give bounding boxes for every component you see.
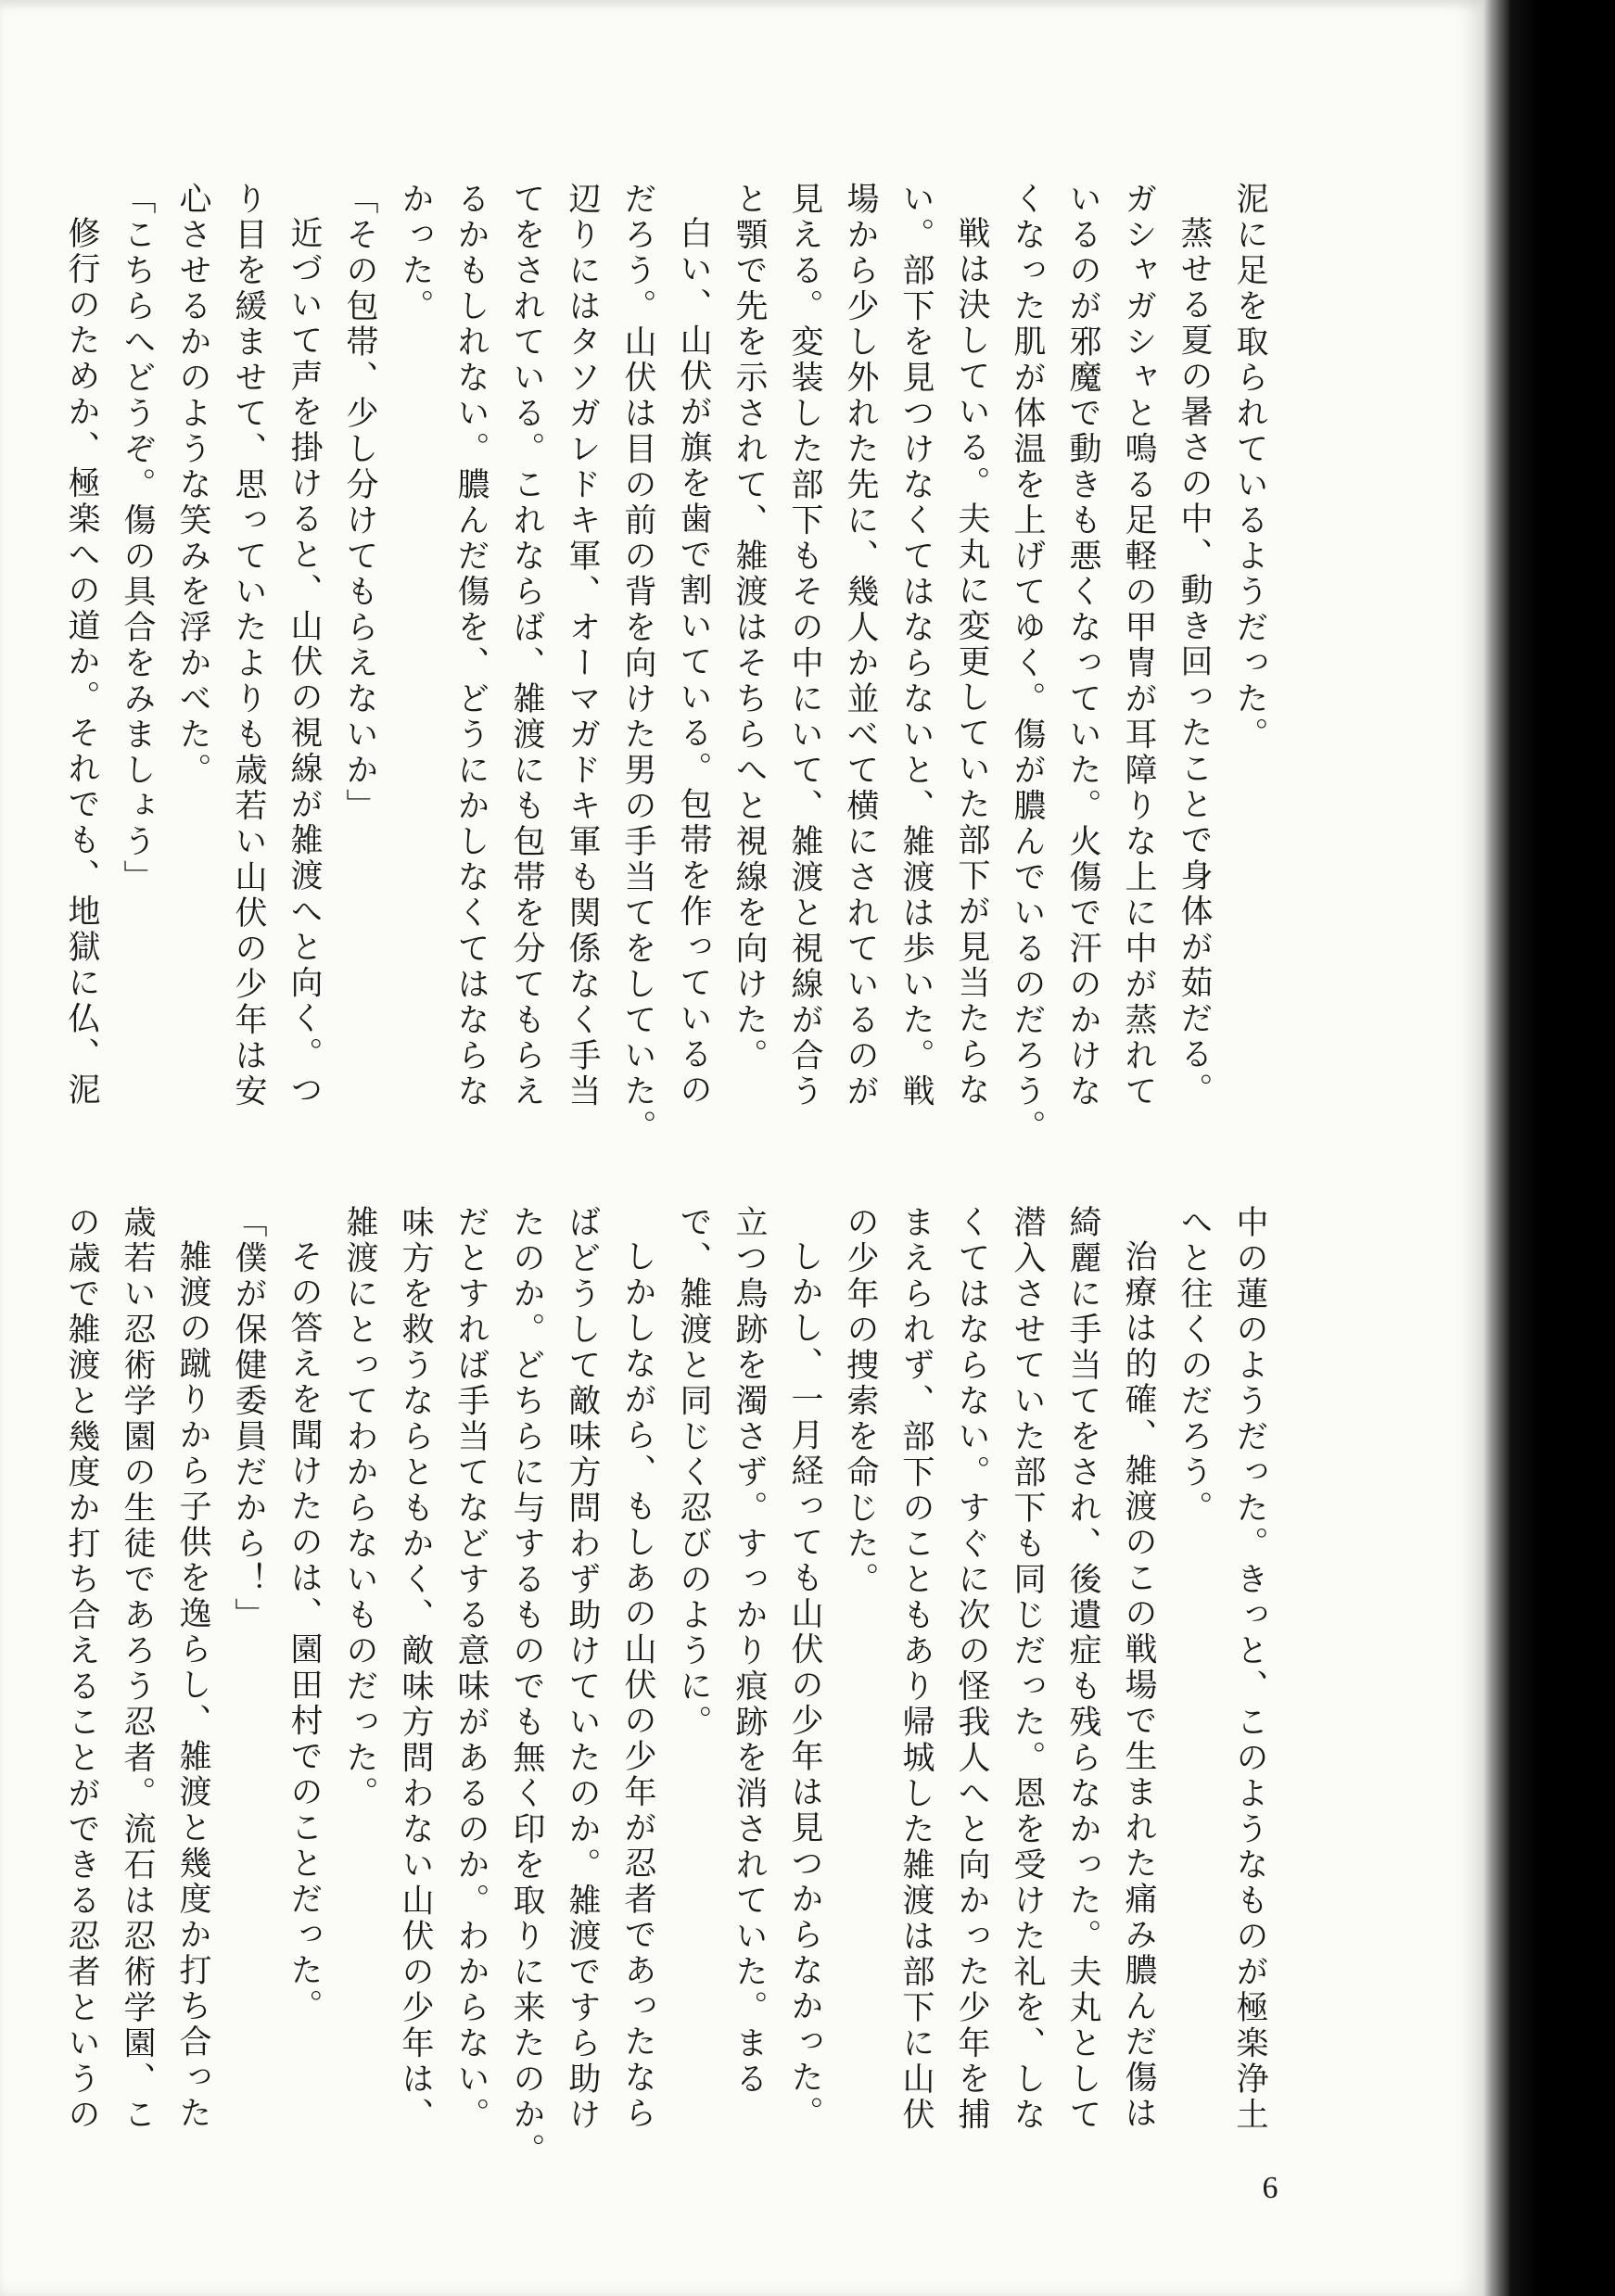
text-line: り目を緩ませて、思っていたよりも歳若い山伏の少年は安 xyxy=(230,182,267,1110)
text-line: たのか。どちらに与するものでも無く印を取りに来たのか。 xyxy=(508,1205,545,2169)
text-line: い。部下を見つけなくてはならないと、雑渡は歩いた。戦 xyxy=(897,182,935,1110)
text-line: しかし、一月経っても山伏の少年は見つからなかった。 xyxy=(786,1239,823,2132)
text-line: 綺麗に手当てをされ、後遺症も残らなかった。夫丸として xyxy=(1064,1205,1101,2133)
text-line: 「その包帯、少し分けてもらえないか」 xyxy=(341,182,378,824)
text-line: で、雑渡と同じく忍びのように。 xyxy=(675,1205,712,1741)
text-block-lower xyxy=(54,1205,1278,2169)
text-line: 白い、山伏が旗を歯で割いている。包帯を作っているの xyxy=(675,216,712,1109)
text-line: 歳若い忍術学園の生徒であろう忍者。流石は忍術学園、こ xyxy=(119,1205,156,2133)
text-line: 立つ鳥跡を濁さず。すっかり痕跡を消されていた。まる xyxy=(731,1205,768,2098)
text-line: るかもしれない。膿んだ傷を、どうにかしなくてはならな xyxy=(452,182,490,1110)
text-line: の歳で雑渡と幾度か打ち合えることができる忍者というの xyxy=(63,1205,100,2133)
text-line: 中の蓮のようだった。きっと、このようなものが極楽浄土 xyxy=(1231,1205,1268,2133)
text-line: 雑渡にとってわからないものだった。 xyxy=(341,1205,378,1812)
text-line: かった。 xyxy=(397,182,434,324)
text-line: 泥に足を取られているようだった。 xyxy=(1231,182,1268,753)
text-line: 戦は決している。夫丸に変更していた部下が見当たらな xyxy=(953,216,990,1109)
text-line: くなった肌が体温を上げてゆく。傷が膿んでいるのだろう。 xyxy=(1009,182,1046,1146)
text-line: その答えを聞けたのは、園田村でのことだった。 xyxy=(286,1239,323,2024)
text-line: 蒸せる夏の暑さの中、動き回ったことで身体が茹だる。 xyxy=(1176,216,1213,1109)
page-number: 6 xyxy=(1262,2171,1278,2205)
text-line: まえられず、部下のこともあり帰城した雑渡は部下に山伏 xyxy=(897,1205,935,2133)
text-line: 雑渡の蹴りから子供を逸らし、雑渡と幾度か打ち合った xyxy=(174,1239,211,2132)
text-line: 治療は的確、雑渡のこの戦場で生まれた痛み膿んだ傷は xyxy=(1120,1239,1157,2132)
text-line: だとすれば手当てなどする意味があるのか。わからない。 xyxy=(452,1205,490,2133)
text-line: 心させるかのような笑みを浮かべた。 xyxy=(174,182,211,789)
text-line: 「僕が保健委員だから！」 xyxy=(230,1205,267,1633)
text-line: いるのが邪魔で動きも悪くなっていた。火傷で汗のかけな xyxy=(1064,182,1101,1110)
scanner-edge-shadow xyxy=(1483,0,1615,2296)
text-line: 味方を救うならともかく、敵味方問わない山伏の少年は、 xyxy=(397,1205,434,2133)
text-line: くてはならない。すぐに次の怪我人へと向かった少年を捕 xyxy=(953,1205,990,2133)
text-line: てをされている。これならば、雑渡にも包帯を分てもらえ xyxy=(508,182,545,1110)
text-line: 修行のためか、極楽への道か。それでも、地獄に仏、泥 xyxy=(63,216,100,1109)
text-line: の少年の捜索を命じた。 xyxy=(842,1205,879,1598)
text-block-upper xyxy=(54,182,1278,1146)
text-line: へと往くのだろう。 xyxy=(1176,1205,1213,1527)
text-line: 近づいて声を掛けると、山伏の視線が雑渡へと向く。つ xyxy=(286,216,323,1109)
text-line: と顎で先を示されて、雑渡はそちらへと視線を向けた。 xyxy=(731,182,768,1074)
text-line: だろう。山伏は目の前の背を向けた男の手当てをしていた。 xyxy=(619,182,656,1146)
text-line: ばどうして敵味方問わず助けていたのか。雑渡ですら助け xyxy=(564,1205,601,2133)
text-line: しかしながら、もしあの山伏の少年が忍者であったなら xyxy=(619,1239,656,2132)
text-line: 見える。変装した部下もその中にいて、雑渡と視線が合う xyxy=(786,182,823,1110)
text-line: ガシャガシャと鳴る足軽の甲冑が耳障りな上に中が蒸れて xyxy=(1120,182,1157,1110)
text-line: 辺りにはタソガレドキ軍、オーマガドキ軍も関係なく手当 xyxy=(564,182,601,1110)
text-line: 「こちらへどうぞ。傷の具合をみましょう」 xyxy=(119,182,156,895)
text-line: 場から少し外れた先に、幾人か並べて横にされているのが xyxy=(842,182,879,1110)
text-line: 潜入させていた部下も同じだった。恩を受けた礼を、しな xyxy=(1009,1205,1046,2133)
